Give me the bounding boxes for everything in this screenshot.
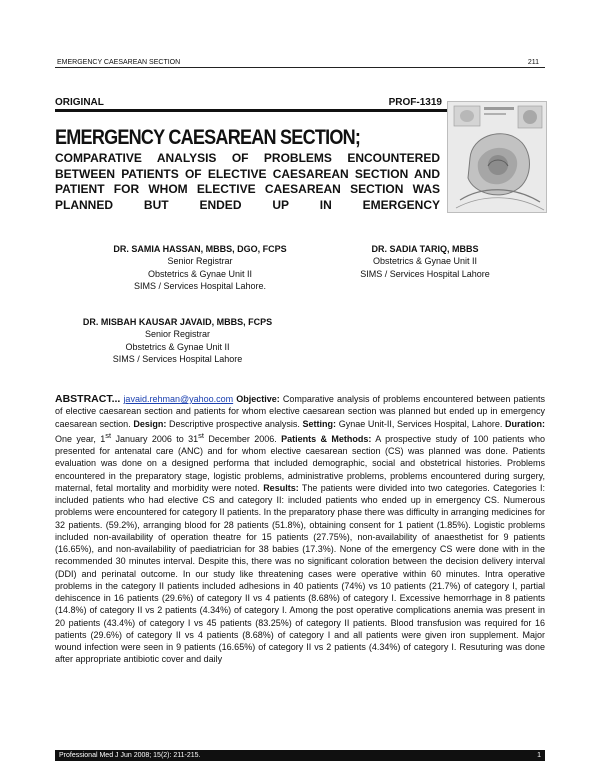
ordinal-suffix: st <box>198 430 204 440</box>
author-email-link[interactable]: javaid.rehman@yahoo.com <box>123 394 234 404</box>
duration-text <box>55 430 277 444</box>
abstract <box>55 393 545 749</box>
objective-label: Objective: <box>236 394 280 404</box>
author-institution: SIMS / Services Hospital Lahore <box>112 353 243 364</box>
methods-label: Patients & Methods: <box>281 433 372 444</box>
duration-end: December 2006. <box>203 433 277 444</box>
methods-text: A prospective study of 100 patients who presented for antenatal care (ANC) and for whom elective caesarean section (CS) was planned was done. Patients evaluation was done on a designed performa that included demographic, social and obstetrical histories. Problems encountered in the preparatory stage, logistic problems, administrative problems, problems encountered during surgery, maternal, fetal mortality and morbidity were noted. <box>55 433 545 493</box>
author-block-2 <box>350 243 500 280</box>
author-block-3 <box>55 316 300 365</box>
design-label: Design: <box>133 418 167 429</box>
running-header-title: EMERGENCY CAESAREAN SECTION <box>57 59 181 66</box>
author-block-1 <box>100 243 300 292</box>
ordinal-suffix: st <box>105 430 112 440</box>
page-footer <box>55 750 545 761</box>
author-position: Senior Registrar <box>167 256 233 267</box>
duration-middle: January 2006 to 31 <box>111 433 199 444</box>
setting-text: Gynae Unit-II, Services Hospital, Lahore. <box>338 418 503 429</box>
author-name: DR. MISBAH KAUSAR JAVAID, MBBS, FCPS <box>82 317 273 327</box>
author-department: Obstetrics & Gynae Unit II <box>125 341 230 352</box>
results-text: The patients were divided into two categories. Categories I: included patients who had elective CS and category II: included patients who ended up in emergency CS. Numerous problems were encountered for category II patients. In the preparatory phase there was difficulty in arranging medicines for 32 patients. (59.2%), arranging blood for 28 patients (51.8%), obtaining consent for 1 patient (1.85%). Logistic problems included non-availability of operation theatre for 15 patients (27.75%), non-availability of anaesthetist for 9 patients (16.65%), and non-availability of paediatrician for 38 babies (17.3%). None of the emergency CS were done with in the recommended 30 minutes interval. Despite this, there was no significant coloration between the decision delivery interval (DDI) and perinatal outcome. In our study like threatening cases were operative within 60 minutes. Intra operative problems in the category II patients included adhesions in 40 patients (74%) vs 10 patients (21.7%) of category I, partial dehiscence in 16 patients (29.6%) of category II vs 4 patients (8.68%) of category I. Excessive hemorrhage in 8 patients (14.8%) of category II vs 2 patients (4.34%) of category I. Among the post operative complications anemia was present in 20 patients (43.4%) of category I vs 45 patients (83.25%) of category II patients. Blood transfusion was required for 16 patients (29.6%) of category II vs 4 patients (8.68%) of category I and all patients were given iron supplement. Major wound infection were seen in 9 patients (16.65%) of category II vs 2 patients (4.34%) of category I. Resuturing was done after appropriate antibiotic cover and daily <box>55 482 545 665</box>
duration-label: Duration: <box>505 418 545 429</box>
article-code: PROF-1319 <box>388 97 442 108</box>
author-name: DR. SADIA TARIQ, MBBS <box>371 244 479 254</box>
section-row <box>55 96 448 112</box>
author-department: Obstetrics & Gynae Unit II <box>372 256 478 267</box>
journal-citation: Professional Med J Jun 2008; 15(2): 211-215. <box>59 752 201 759</box>
article-subtitle: COMPARATIVE ANALYSIS OF PROBLEMS ENCOUNTERED BETWEEN PATIENTS OF ELECTIVE CAESAREAN SECTION AND PATIENT FOR WHOM ELECTIVE CAESAREAN SECTION WAS PLANNED BUT ENDED UP IN EMERGENCY <box>55 151 440 212</box>
journal-cover-image <box>447 101 547 213</box>
article-title: EMERGENCY CAESAREAN SECTION; <box>55 126 361 149</box>
author-position: Senior Registrar <box>144 329 211 340</box>
author-name: DR. SAMIA HASSAN, MBBS, DGO, FCPS <box>113 244 287 254</box>
footer-page-number: 1 <box>537 752 541 759</box>
abstract-heading: ABSTRACT... <box>55 393 121 405</box>
medical-illustration-icon <box>448 102 547 213</box>
running-header <box>55 58 545 68</box>
objective-text: Comparative analysis of problems encountered between patients of elective caesarean section and patients for whom elective caesarean section was planned but ended up in emergency caesarean section. <box>55 394 545 429</box>
duration-start: One year, 1 <box>55 433 106 444</box>
author-institution: SIMS / Services Hospital Lahore <box>360 268 490 279</box>
results-label: Results: <box>263 482 299 493</box>
section-label: ORIGINAL <box>55 97 104 108</box>
design-text: Descriptive prospective analysis. <box>169 418 300 429</box>
author-department: Obstetrics & Gynae Unit II <box>147 268 253 279</box>
setting-label: Setting: <box>302 418 337 429</box>
running-header-page: 211 <box>527 59 539 66</box>
author-institution: SIMS / Services Hospital Lahore. <box>133 280 267 291</box>
